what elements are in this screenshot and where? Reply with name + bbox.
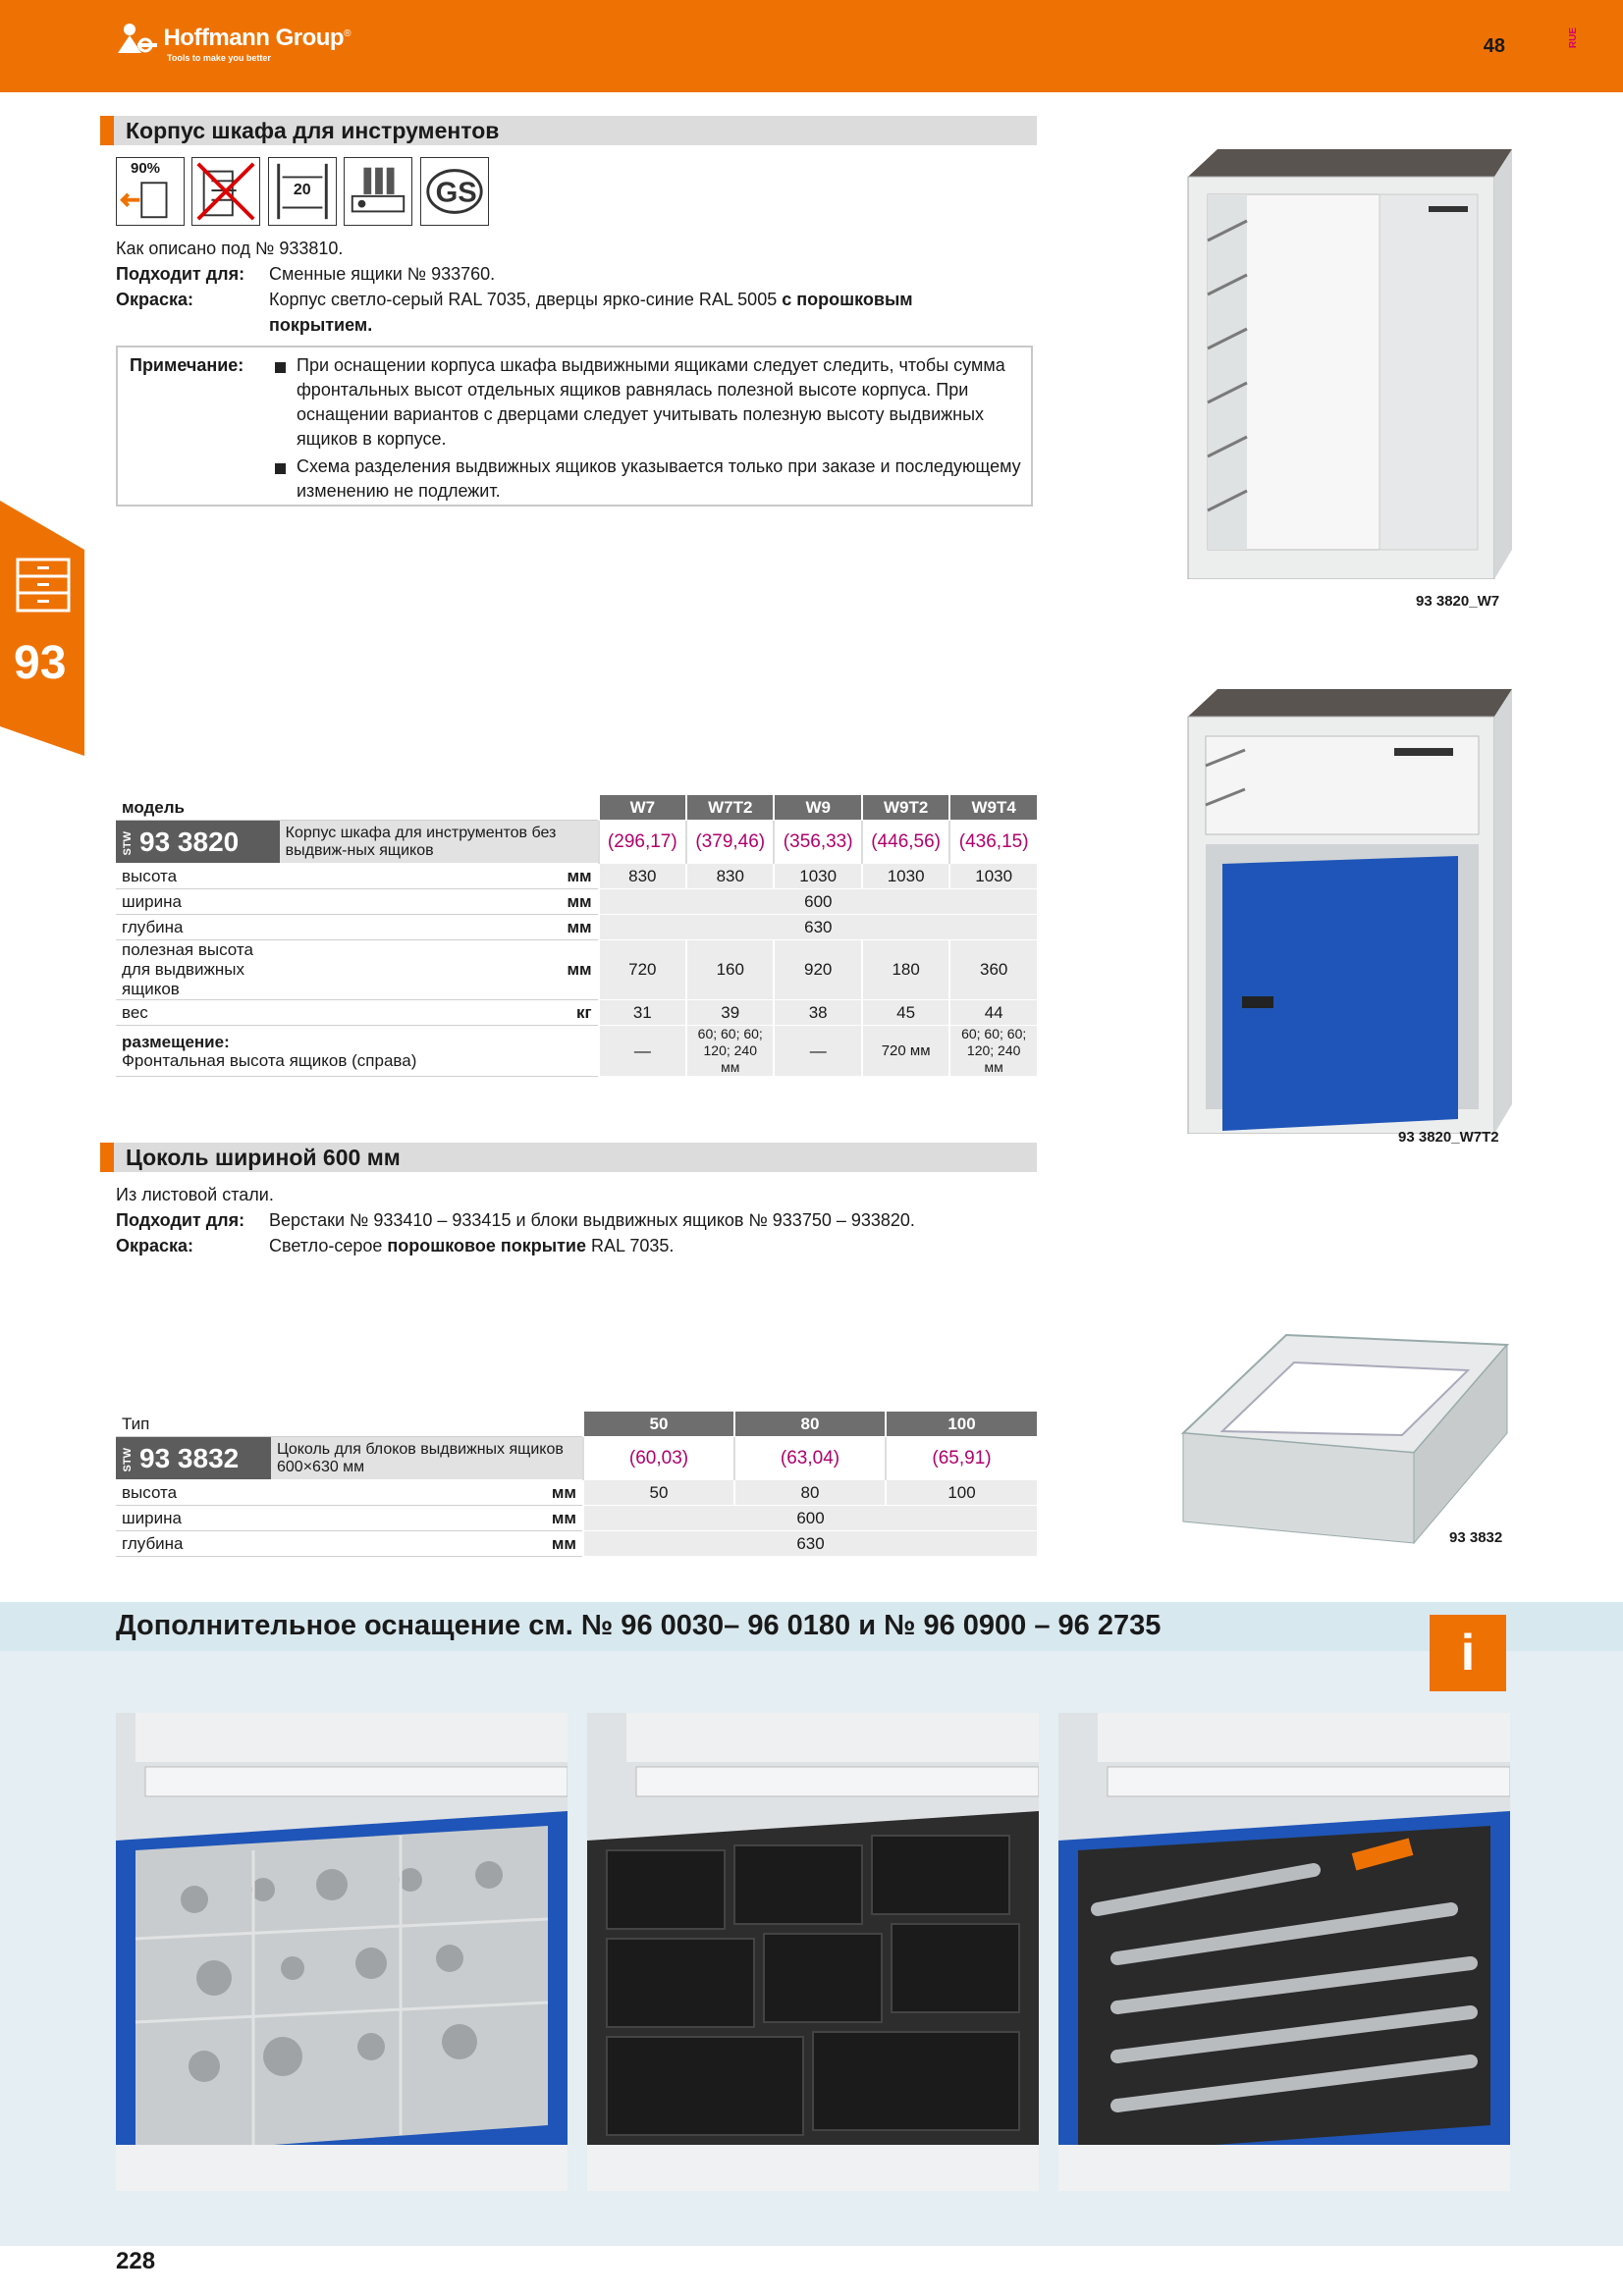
paint-value-bold: с порошковым покрытием. (269, 290, 913, 335)
table-row (116, 940, 1037, 1000)
table-row (116, 1000, 1037, 1026)
cell: 50 (583, 1480, 734, 1506)
cell: 1030 (862, 864, 949, 889)
table-row (116, 1026, 1037, 1077)
cell: 80 (734, 1480, 886, 1506)
article-number[interactable] (116, 1437, 271, 1480)
note-box (116, 346, 1033, 507)
section-title: Цоколь шириной 600 мм (100, 1143, 1037, 1172)
price: (60,03) (583, 1437, 734, 1480)
no-tipping-icon (191, 157, 260, 226)
image-caption: 93 3820_W7 (1416, 593, 1500, 610)
row-unit: мм (271, 1480, 583, 1506)
cell: 39 (686, 1000, 774, 1026)
article-prefix: STW (122, 830, 134, 856)
model-header: W9 (774, 795, 861, 821)
row-label: полезная высота для выдвижных ящиков (116, 940, 280, 1000)
spec-block (116, 1182, 1049, 1258)
row-unit: мм (280, 864, 599, 889)
described-under: Как описано под № 933810. (116, 239, 344, 258)
load-20-icon (268, 157, 337, 226)
section-side-tab[interactable] (0, 501, 84, 756)
cell: 830 (686, 864, 774, 889)
plinth-image[interactable] (1178, 1325, 1512, 1551)
language-code: RUE (1568, 27, 1579, 49)
row-label: ширина (116, 889, 280, 915)
feature-icons (116, 157, 492, 226)
row-label: высота (116, 1480, 271, 1506)
cell: — (599, 1026, 686, 1077)
brand-tagline: Tools to make you better (167, 53, 271, 63)
catalog-page-number: 48 (1483, 35, 1505, 57)
row-label: вес (116, 1000, 280, 1026)
cell: 830 (599, 864, 686, 889)
cell: 720 мм (862, 1026, 949, 1077)
row-label: глубина (116, 1531, 271, 1557)
article-prefix: STW (122, 1447, 134, 1472)
price: (63,04) (734, 1437, 886, 1480)
spec-table-plinth (116, 1412, 1037, 1557)
model-header: W7 (599, 795, 686, 821)
cell: 720 (599, 940, 686, 1000)
cell: 1030 (774, 864, 861, 889)
cell: 45 (862, 1000, 949, 1026)
model-header: W9T4 (949, 795, 1037, 821)
row-unit: мм (280, 915, 599, 940)
row-unit: мм (280, 940, 599, 1000)
article-description: Корпус шкафа для инструментов без выдвиж-ных ящиков (280, 821, 599, 864)
cell-merged: 630 (583, 1531, 1037, 1557)
drawer-bins-photo[interactable] (587, 1713, 1039, 2191)
table-row (116, 864, 1037, 889)
table-row (116, 915, 1037, 940)
type-header: 50 (583, 1412, 734, 1437)
cell: 100 (886, 1480, 1037, 1506)
fits-label: Подходит для: (116, 1210, 245, 1230)
accessories-title: Дополнительное оснащение см. № 96 0030– 96 0180 и № 96 0900 – 96 2735 (116, 1610, 1162, 1641)
page-number: 228 (116, 2248, 156, 2274)
price: (296,17) (599, 821, 686, 864)
price: (436,15) (949, 821, 1037, 864)
type-label: Тип (116, 1412, 583, 1437)
section-number: 93 (14, 637, 67, 689)
price: (446,56) (862, 821, 949, 864)
table-row (116, 889, 1037, 915)
cabinet-w7-image[interactable] (1178, 147, 1512, 579)
load-value: 20 (293, 182, 311, 198)
placement-sub: Фронтальная высота ящиков (справа) (122, 1050, 417, 1070)
gs-mark-icon (420, 157, 489, 226)
drawer-90-icon (116, 157, 185, 226)
drawer-wrenches-photo[interactable] (1058, 1713, 1510, 2191)
extension-percent: 90% (131, 160, 161, 177)
cell: 60; 60; 60; 120; 240 мм (686, 1026, 774, 1077)
note-item: При оснащении корпуса шкафа выдвижными ящиками следует следить, чтобы сумма фронтальных высот отдельных ящиков равнялась полезной высоте корпуса. При оснащении вариантов с дверцами следует учитывать полезную высоту выдвижных ящиков в корпусе. (275, 353, 1021, 452)
row-label: ширина (116, 1506, 271, 1531)
brand-logo[interactable] (116, 22, 351, 63)
table-row (116, 1531, 1037, 1557)
model-header: W7T2 (686, 795, 774, 821)
price: (379,46) (686, 821, 774, 864)
paint-value: Корпус светло-серый RAL 7035, дверцы ярко-синие RAL 5005 (269, 290, 783, 309)
image-caption: 93 3832 (1449, 1529, 1503, 1546)
brand-name: Hoffmann Group (163, 25, 345, 51)
cell: 31 (599, 1000, 686, 1026)
fits-label: Подходит для: (116, 264, 245, 284)
paint-label: Окраска: (116, 290, 194, 309)
row-unit: мм (280, 889, 599, 915)
article-number[interactable] (116, 821, 280, 864)
cell: 60; 60; 60; 120; 240 мм (949, 1026, 1037, 1077)
paint-value-end: RAL 7035. (585, 1236, 675, 1255)
spec-table-cabinet (116, 795, 1037, 1077)
price: (356,33) (774, 821, 861, 864)
article-number-text: 93 3820 (139, 826, 240, 857)
note-item: Схема разделения выдвижных ящиков указывается только при заказе и последующему изменению не подлежит. (275, 454, 1021, 504)
cell: 38 (774, 1000, 861, 1026)
placement-label: размещение: (122, 1032, 230, 1051)
cell-merged: 600 (583, 1506, 1037, 1531)
row-unit: мм (271, 1531, 583, 1557)
cell: 44 (949, 1000, 1037, 1026)
article-number-text: 93 3832 (139, 1442, 240, 1473)
cell: — (774, 1026, 861, 1077)
model-header: W9T2 (862, 795, 949, 821)
row-label: высота (116, 864, 280, 889)
section-title: Корпус шкафа для инструментов (100, 116, 1037, 145)
paint-value: Светло-серое (269, 1236, 388, 1255)
cabinet-w7t2-image[interactable] (1178, 687, 1512, 1134)
fits-value: Верстаки № 933410 – 933415 и блоки выдвижных ящиков № 933750 – 933820. (269, 1210, 915, 1230)
row-label: глубина (116, 915, 280, 940)
hoffmann-logo-icon (116, 22, 159, 55)
spec-block (116, 236, 1049, 338)
price: (65,91) (886, 1437, 1037, 1480)
key-lock-icon (344, 157, 412, 226)
cell: 360 (949, 940, 1037, 1000)
model-label: модель (116, 795, 599, 821)
image-caption: 93 3820_W7T2 (1398, 1129, 1499, 1146)
row-unit: кг (280, 1000, 599, 1026)
drawer-screws-photo[interactable] (116, 1713, 568, 2191)
type-header: 100 (886, 1412, 1037, 1437)
trademark: ® (344, 27, 352, 39)
paint-value-bold: порошковое покрытие (387, 1236, 586, 1255)
cell: 180 (862, 940, 949, 1000)
svg-text:GS: GS (435, 177, 477, 209)
cell: 1030 (949, 864, 1037, 889)
cell: 160 (686, 940, 774, 1000)
cell: 920 (774, 940, 861, 1000)
fits-value: Сменные ящики № 933760. (269, 264, 496, 284)
material: Из листовой стали. (116, 1185, 274, 1204)
cell-merged: 600 (599, 889, 1037, 915)
article-description: Цоколь для блоков выдвижных ящиков 600×630 мм (271, 1437, 583, 1480)
cell-merged: 630 (599, 915, 1037, 940)
row-unit: мм (271, 1506, 583, 1531)
note-label: Примечание: (130, 355, 244, 375)
info-icon[interactable]: i (1430, 1615, 1506, 1691)
table-row (116, 1506, 1037, 1531)
paint-label: Окраска: (116, 1236, 194, 1255)
type-header: 80 (734, 1412, 886, 1437)
note-list (275, 353, 1021, 507)
table-row (116, 1480, 1037, 1506)
